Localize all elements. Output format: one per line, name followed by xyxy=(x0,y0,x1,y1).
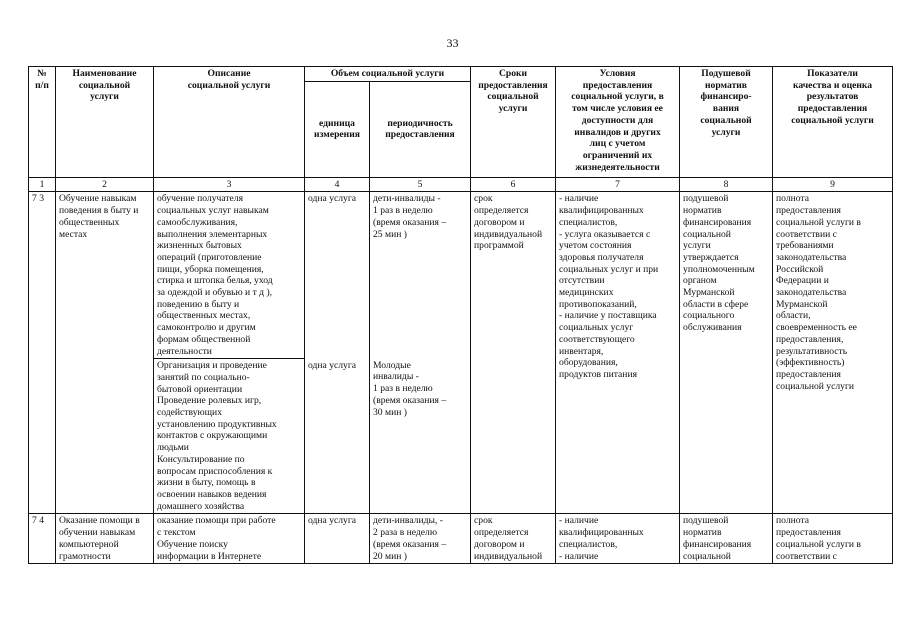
service-terms: срок определяется договором и индивидуальной программой xyxy=(471,192,556,514)
column-number: 8 xyxy=(680,177,773,192)
page-number: 33 xyxy=(446,36,459,50)
quality-indicators: полнота предоставления социальной услуги в соответствии с требованиями законодательства Российской Федерации и законодательства Мурманской области, своевременность ее предоставления, результативность (эффективность) предоставления социальной услуги xyxy=(773,192,893,514)
service-terms: срок определяется договором и индивидуальной xyxy=(471,514,556,564)
service-name: Оказание помощи в обучении навыкам компьютерной грамотности xyxy=(56,514,154,564)
quality-indicators: полнота предоставления социальной услуги в соответствии с xyxy=(773,514,893,564)
financing-norm: подушевой норматив финансирования социальной xyxy=(680,514,773,564)
volume-unit: одна услуга xyxy=(305,192,370,359)
column-number: 7 xyxy=(556,177,680,192)
service-description: обучение получателя социальных услуг навыкам самообслуживания, выполнения элементарных жизненных бытовых операций (приготовление пищи, уборка помещения, стирка и штопка белья, уход за одеждой и обувью и т д ), поведению в быту и общественных местах, самоконтролю и другим формам общественной деятельности xyxy=(154,192,305,359)
service-name: Обучение навыкам поведения в быту и общественных местах xyxy=(56,192,154,514)
header-terms: Сроки предоставления социальной услуги xyxy=(471,67,556,178)
header-norm: Подушевой норматив финансиро- вания социальной услуги xyxy=(680,67,773,178)
row-num: 7 4 xyxy=(29,514,56,564)
volume-periodicity: Молодые инвалиды - 1 раз в неделю (время оказания – 30 мин ) xyxy=(370,359,471,514)
column-number: 5 xyxy=(370,177,471,192)
header-name: Наименование социальной услуги xyxy=(56,67,154,178)
column-number: 2 xyxy=(56,177,154,192)
service-description: оказание помощи при работе с текстом Обучение поиску информации в Интернете xyxy=(154,514,305,564)
table-row xyxy=(29,514,893,564)
volume-periodicity: дети-инвалиды, - 2 раза в неделю (время оказания – 20 мин ) xyxy=(370,514,471,564)
column-number: 3 xyxy=(154,177,305,192)
column-number-row xyxy=(29,177,893,192)
financing-norm: подушевой норматив финансирования социальной услуги утверждается уполномоченным органом Мурманской области в сфере социального обслуживания xyxy=(680,192,773,514)
header-periodicity: периодичность предоставления xyxy=(370,81,471,177)
volume-unit: одна услуга xyxy=(305,514,370,564)
service-description: Организация и проведение занятий по социально- бытовой ориентации Проведение ролевых игр, содействующих установлению продуктивных контактов с окружающими людьми Консультирование по вопросам приспособления к жизни в быту, помощь в освоении навыков ведения домашнего хозяйства xyxy=(154,359,305,514)
header-description: Описание социальной услуги xyxy=(154,67,305,178)
header-num: № п/п xyxy=(29,67,56,178)
service-conditions: - наличие квалифицированных специалистов, - услуга оказывается с учетом состояния здоровья получателя социальных услуг и при отсутствии медицинских противопоказаний, - наличие у поставщика социальных услуг соответствующего инвентаря, оборудования, продуктов питания xyxy=(556,192,680,514)
row-num: 7 3 xyxy=(29,192,56,514)
table-row xyxy=(29,192,893,359)
column-number: 9 xyxy=(773,177,893,192)
service-conditions: - наличие квалифицированных специалистов, - наличие xyxy=(556,514,680,564)
header-volume: Объем социальной услуги xyxy=(305,67,471,82)
volume-unit: одна услуга xyxy=(305,359,370,514)
header-indicators: Показатели качества и оценка результатов предоставления социальной услуги xyxy=(773,67,893,178)
column-number: 4 xyxy=(305,177,370,192)
header-conditions: Условия предоставления социальной услуги, в том числе условия ее доступности для инвалидов и других лиц с учетом ограничений их жизнедеятельности xyxy=(556,67,680,178)
column-number: 6 xyxy=(471,177,556,192)
volume-periodicity: дети-инвалиды - 1 раз в неделю (время оказания – 25 мин ) xyxy=(370,192,471,359)
header-unit: единица измерения xyxy=(305,81,370,177)
column-number: 1 xyxy=(29,177,56,192)
social-services-table xyxy=(28,66,893,564)
